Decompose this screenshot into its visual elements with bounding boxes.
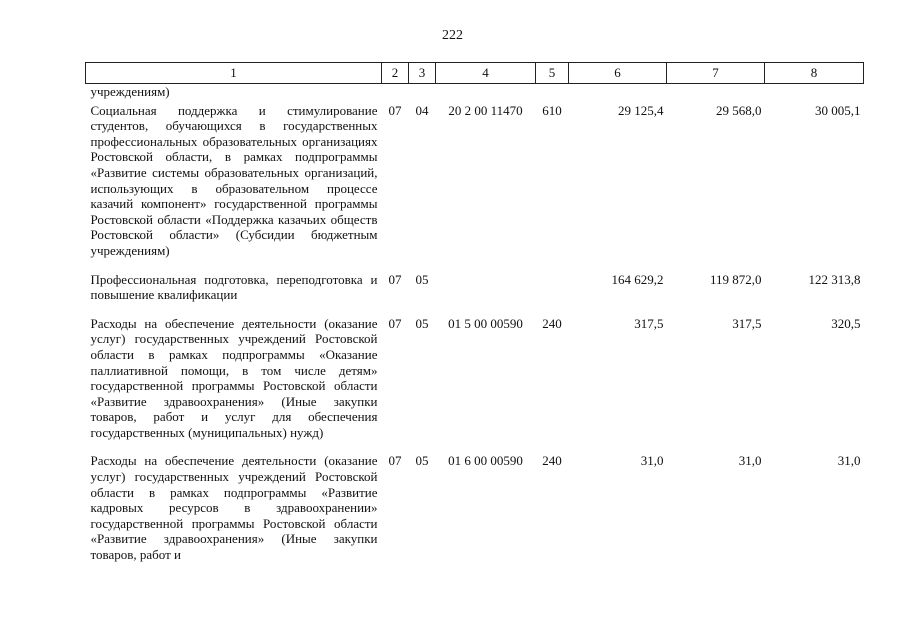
- row-value-year3: 122 313,8: [808, 271, 861, 287]
- table-row: [86, 84, 864, 100]
- row-subsection: 05: [415, 271, 429, 287]
- row-subsection: [409, 84, 436, 100]
- column-header: 8: [765, 63, 864, 84]
- row-expense-type: 610: [542, 102, 562, 118]
- column-header: 1: [86, 63, 382, 84]
- row-value-year1: 164 629,2: [611, 271, 664, 287]
- row-value-year1: 317,5: [634, 315, 664, 331]
- row-value-year2: 317,5: [732, 315, 762, 331]
- row-expense-type: 240: [542, 315, 562, 331]
- column-header: 5: [536, 63, 569, 84]
- row-target-article: 01 5 00 00590: [448, 315, 523, 331]
- table-row: [86, 100, 864, 269]
- row-section: 07: [388, 453, 402, 469]
- row-subsection: 04: [415, 102, 429, 118]
- row-name: Расходы на обеспечение деятельности (оказание услуг) государственных учреждений Ростовской области в рамках подпрограммы «Оказание паллиативной помощи, в том числе детям» государственной программы Ростовской области «Развитие здравоохранения» (Иные закупки товаров, работ и услуг для обеспечения государственных (муниципальных) нужд): [90, 315, 378, 440]
- row-subsection: 05: [415, 315, 429, 331]
- column-number-header-row: [86, 63, 864, 84]
- row-name: Профессиональная подготовка, переподготовка и повышение квалификации: [90, 271, 378, 303]
- row-subsection: 05: [415, 453, 429, 469]
- row-name: Расходы на обеспечение деятельности (оказание услуг) государственных учреждений Ростовской области в рамках подпрограммы «Развитие кадровых ресурсов в здравоохранении» государственной программы Ростовской области «Развитие здравоохранения» (Иные закупки товаров, работ и: [90, 453, 378, 563]
- row-target-article: [436, 269, 536, 313]
- row-name: учреждениям): [90, 84, 170, 99]
- row-value-year3: 31,0: [837, 453, 861, 469]
- column-header: 2: [382, 63, 409, 84]
- row-target-article: [436, 84, 536, 100]
- row-section: 07: [388, 271, 402, 287]
- row-value-year1: 29 125,4: [618, 102, 664, 118]
- row-value-year2: 29 568,0: [716, 102, 762, 118]
- column-header: 7: [667, 63, 765, 84]
- row-section: 07: [388, 102, 402, 118]
- column-header: 3: [409, 63, 436, 84]
- table-row: [86, 269, 864, 313]
- row-expense-type: 240: [542, 453, 562, 469]
- row-section: [382, 84, 409, 100]
- budget-table: [85, 62, 864, 573]
- column-header: 4: [436, 63, 536, 84]
- row-section: 07: [388, 315, 402, 331]
- row-value-year1: 31,0: [640, 453, 664, 469]
- row-name: Социальная поддержка и стимулирование студентов, обучающихся в государственных профессиональных образовательных организациях Ростовской области, в рамках подпрограммы «Развитие системы образовательных организаций, использующих в образовательном процессе казачий компонент» государственной программы Ростовской области «Поддержка казачьих обществ Ростовской области» (Субсидии бюджетным учреждениям): [90, 102, 378, 258]
- row-target-article: 20 2 00 11470: [448, 102, 523, 118]
- row-value-year3: 30 005,1: [815, 102, 861, 118]
- page-number: 222: [442, 28, 463, 43]
- table-row: [86, 450, 864, 572]
- table-row: [86, 313, 864, 451]
- row-value-year3: 320,5: [831, 315, 861, 331]
- row-expense-type: [536, 269, 569, 313]
- row-value-year2: 31,0: [738, 453, 762, 469]
- row-target-article: 01 6 00 00590: [448, 453, 523, 469]
- row-value-year2: 119 872,0: [709, 271, 762, 287]
- column-header: 6: [569, 63, 667, 84]
- row-value-year2: [667, 84, 765, 100]
- row-value-year1: [569, 84, 667, 100]
- row-expense-type: [536, 84, 569, 100]
- row-value-year3: [765, 84, 864, 100]
